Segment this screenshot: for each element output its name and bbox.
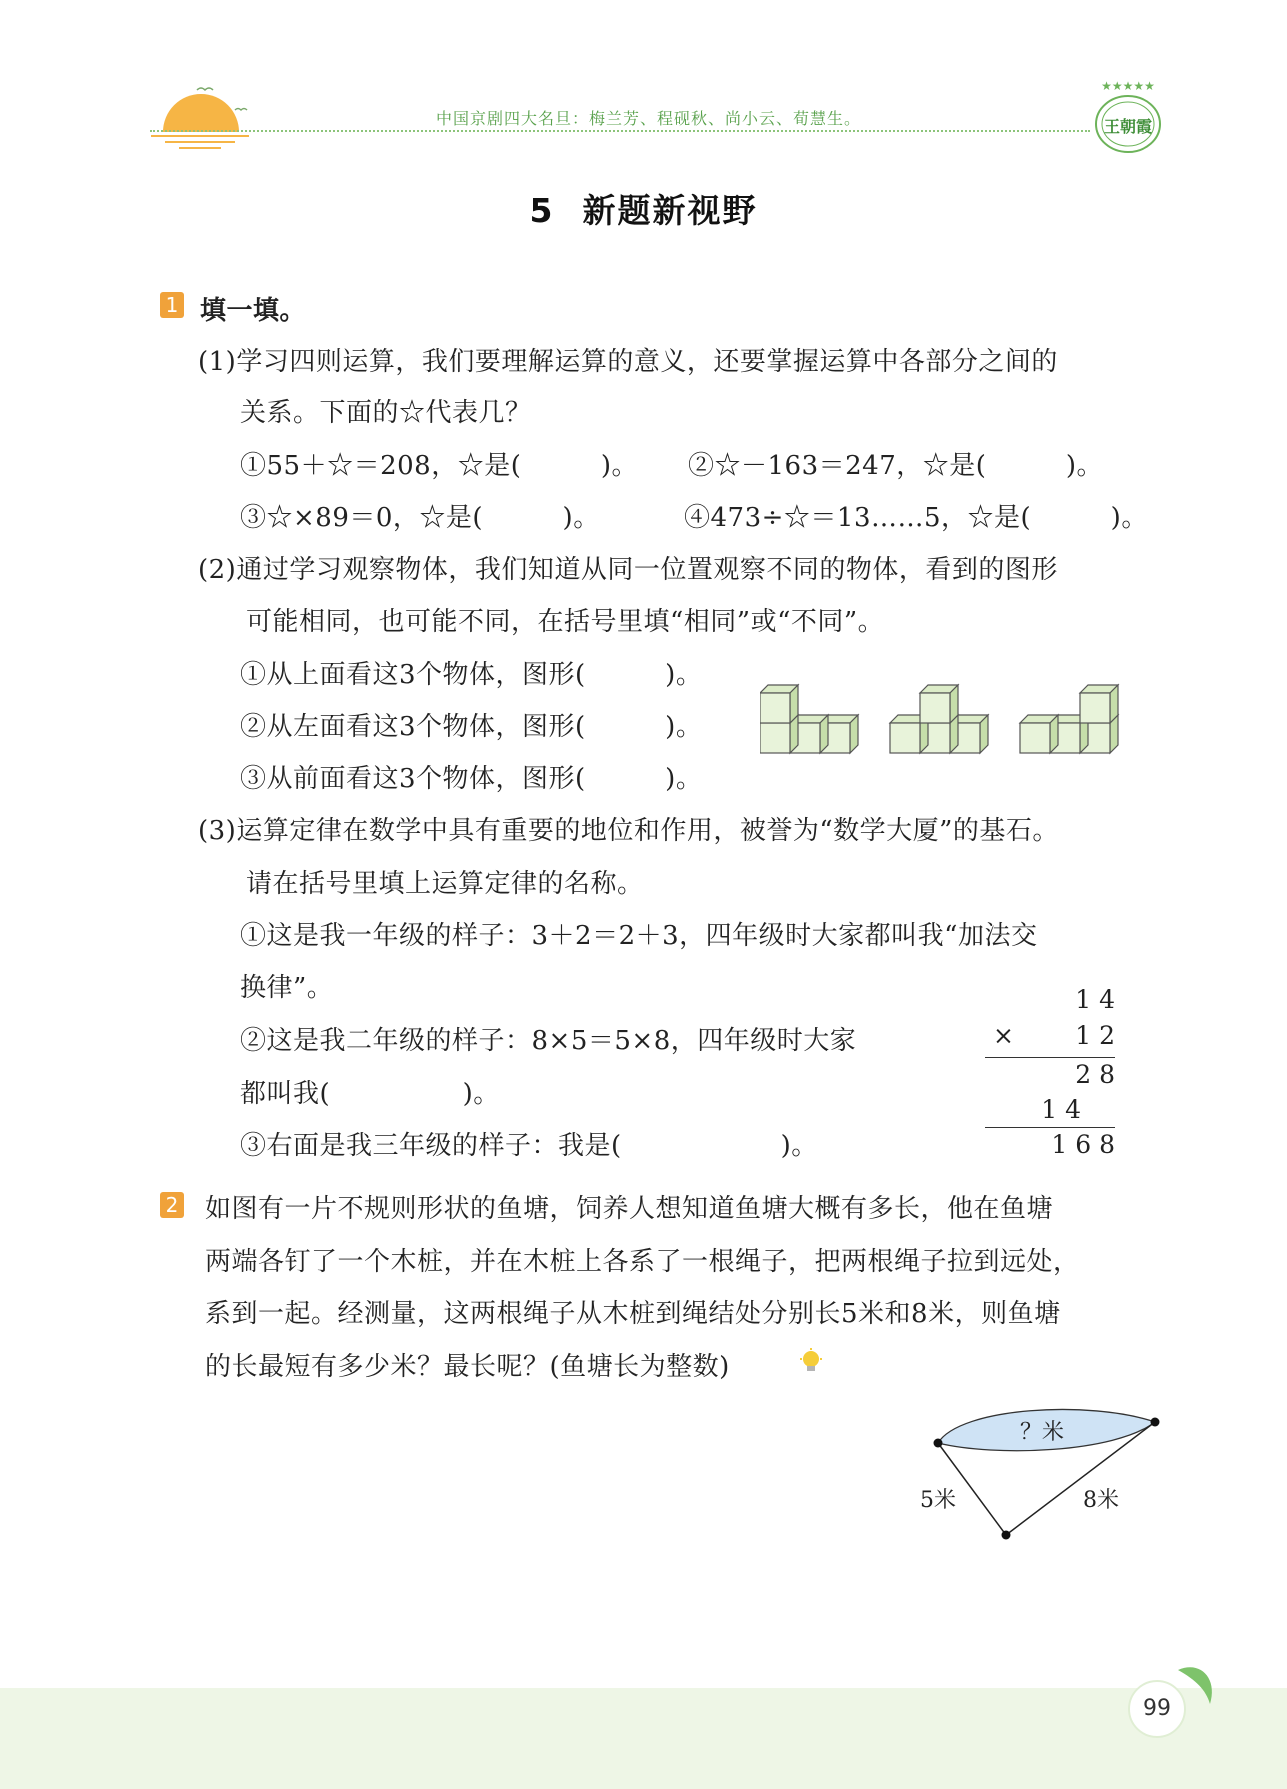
- page-title: [0, 185, 1287, 232]
- q1-p2-line2: 可能相同，也可能不同，在括号里填“相同”或“不同”。: [246, 607, 885, 637]
- q1-p3-item2b: 都叫我( )。: [240, 1079, 500, 1109]
- svg-text:★★★★★: ★★★★★: [1101, 79, 1155, 93]
- cube-shape-3: [1020, 685, 1118, 753]
- mult-operator: ×: [993, 1021, 1014, 1050]
- header-divider: [150, 130, 1090, 132]
- question-2-badge: 2: [160, 1192, 184, 1218]
- logo-text: 王朝霞: [1103, 117, 1152, 136]
- question-1-badge: 1: [160, 292, 184, 318]
- cube-shape-2: [890, 685, 988, 753]
- hint-bulb-icon: [798, 1348, 824, 1374]
- q1-p1-item4: ④473÷☆＝13……5，☆是( )。: [684, 503, 1148, 533]
- mult-product: 1 6 8: [1051, 1130, 1115, 1159]
- q1-p1-item2: ②☆－163＝247，☆是( )。: [688, 451, 1104, 481]
- q2-line1: 如图有一片不规则形状的鱼塘，饲养人想知道鱼塘大概有多长，他在鱼塘: [205, 1194, 1054, 1224]
- publisher-logo: [1090, 78, 1166, 158]
- q1-p2-item3: ③从前面看这3个物体，图形( )。: [240, 764, 703, 794]
- mult-rule-2: [985, 1127, 1115, 1128]
- rope-right-label: 8米: [1083, 1488, 1119, 1513]
- lesson-number: 5: [529, 191, 555, 230]
- q1-p3-item1a: ①这是我一年级的样子：3＋2＝2＋3，四年级时大家都叫我“加法交: [240, 921, 1038, 951]
- stake-right: [1151, 1418, 1160, 1427]
- q1-p3-line1: (3)运算定律在数学中具有重要的地位和作用，被誉为“数学大厦”的基石。: [198, 816, 1059, 846]
- q1-p3-line2: 请在括号里填上运算定律的名称。: [246, 869, 644, 899]
- mult-multiplier: 1 2: [1075, 1021, 1115, 1050]
- q2-line2: 两端各钉了一个木桩，并在木桩上各系了一根绳子，把两根绳子拉到远处，: [205, 1247, 1080, 1277]
- q1-p3-item1b: 换律”。: [240, 973, 334, 1003]
- mult-partial-2: 1 4: [1041, 1095, 1081, 1124]
- page-number: 99: [1128, 1680, 1186, 1738]
- q1-p2-item2: ②从左面看这3个物体，图形( )。: [240, 712, 703, 742]
- mult-partial-1: 2 8: [1075, 1060, 1115, 1089]
- mult-rule-1: [985, 1057, 1115, 1058]
- q2-line4: 的长最短有多少米？最长呢？(鱼塘长为整数): [205, 1352, 730, 1382]
- rope-knot: [1002, 1531, 1011, 1540]
- cube-shape-1: [760, 685, 858, 753]
- header-text: 中国京剧四大名旦：梅兰芳、程砚秋、尚小云、荀慧生。: [436, 109, 862, 128]
- question-1-heading: 填一填。: [200, 296, 307, 326]
- q2-line3: 系到一起。经测量，这两根绳子从木桩到绳结处分别长5米和8米，则鱼塘: [205, 1299, 1061, 1329]
- page-footer-band: [0, 1688, 1287, 1789]
- sunset-icon: [145, 80, 255, 150]
- lesson-title: 新题新视野: [582, 191, 758, 230]
- q1-p2-line1: (2)通过学习观察物体，我们知道从同一位置观察不同的物体，看到的图形: [198, 555, 1058, 585]
- stake-left: [934, 1439, 943, 1448]
- q1-p3-item3: ③右面是我三年级的样子：我是( )。: [240, 1131, 818, 1161]
- q1-p1-item3: ③☆×89＝0，☆是( )。: [240, 503, 600, 533]
- pond-length-label: ？米: [1020, 1420, 1065, 1445]
- q1-p1-item1: ①55＋☆＝208，☆是( )。: [240, 451, 638, 481]
- vertical-multiplication: [985, 985, 1115, 1160]
- rope-left-label: 5米: [920, 1488, 956, 1513]
- q1-p1-line2: 关系。下面的☆代表几？: [240, 398, 532, 428]
- pond-figure: [900, 1395, 1180, 1545]
- q1-p2-item1: ①从上面看这3个物体，图形( )。: [240, 660, 703, 690]
- q1-p1-line1: (1)学习四则运算，我们要理解运算的意义，还要掌握运算中各部分之间的: [198, 347, 1058, 377]
- cube-figures: [760, 675, 1140, 755]
- q1-p3-item2a: ②这是我二年级的样子：8×5＝5×8，四年级时大家: [240, 1026, 857, 1056]
- mult-multiplicand: 1 4: [1075, 985, 1115, 1014]
